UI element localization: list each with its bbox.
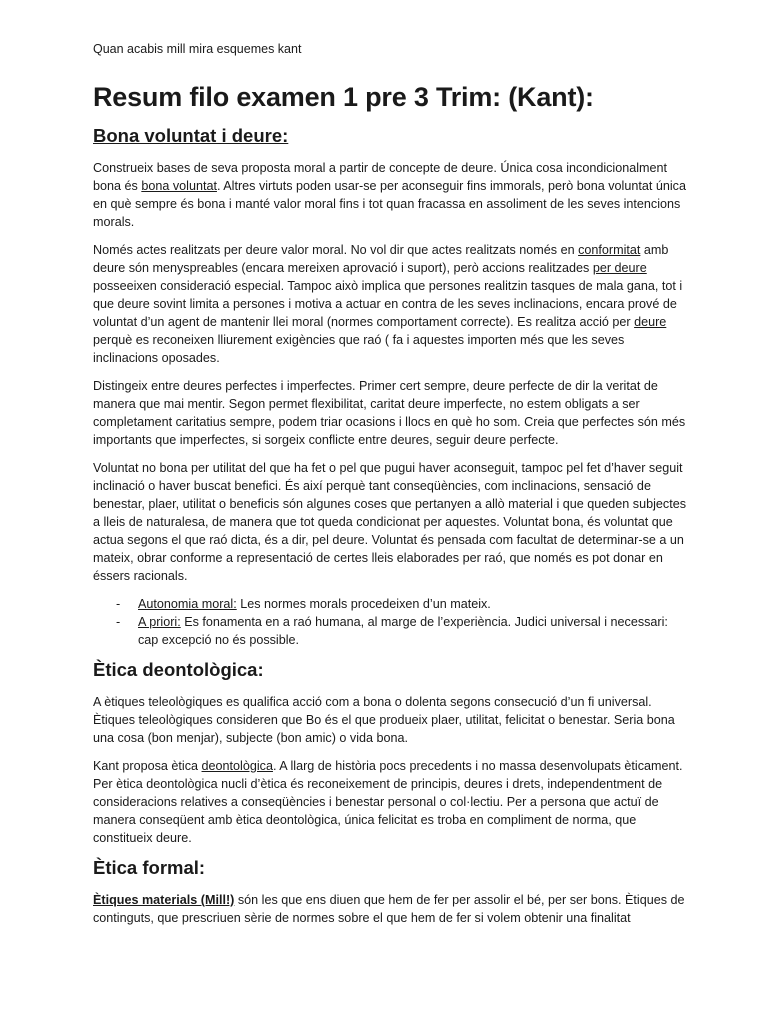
dash-marker: -	[116, 615, 121, 629]
underlined-term: bona voluntat	[141, 179, 217, 193]
underlined-term: per deure	[592, 261, 647, 275]
list-item: - A priori: Es fonamenta en a raó humana, al marge de l’experiència. Judici universal i necessari: cap excepció no és possible.	[116, 615, 668, 647]
list-item: - Autonomia moral: Les normes morals procedeixen d’un mateix.	[116, 597, 491, 611]
paragraph: Ètiques materials (Mill!) són les que ens diuen que hem de fer per assolir el bé, per ser bons. Ètiques de continguts, que prescriuen sèrie de normes sobre el que hem de fer si volem obtenir una finalitat	[93, 893, 685, 925]
paragraph: Construeix bases de seva proposta moral a partir de concepte de deure. Única cosa incondicionalment bona és bona voluntat. Altres virtuts poden usar-se per aconseguir fins immorals, però bona voluntat única en què sempre és bona i manté valor moral fins i tot quan fracassa en assoliment de les seves intencions morals.	[93, 161, 686, 229]
paragraph: Distingeix entre deures perfectes i imperfectes. Primer cert sempre, deure perfecte de dir la veritat de manera que mai mentir. Segon permet flexibilitat, caritat deure imperfecte, no estem obligats a ser completament caritatius sempre, podem triar ocasions i llocs en què ho som. Creia que perfectes són més importants que imperfectes, si sorgeix conflicte entre deures, seguir deure perfecte.	[93, 379, 686, 447]
underlined-term: deure	[634, 315, 667, 329]
paragraph: Voluntat no bona per utilitat del que ha fet o pel que pugui haver aconseguit, tampoc pel fet d’haver seguit inclinació o haver buscat benefici. És així perquè tant conseqüències, com inclinacions, sensació de benestar, plaer, utilitat o beneficis són algunes coses que pertanyen a allò material i que queden subjectes a lleis de naturalesa, de manera que tot queda condicionat per aquestes. Voluntat bona, és voluntat que actua segons el que raó dicta, és a dir, pel deure. Voluntat és pensada com facultat de determinar-se a un mateix, obrar conforme a representació de certes lleis elaborades per raó, que només es pot donar en éssers racionals.	[93, 461, 686, 583]
section-heading-etica-deontologica: Ètica deontològica:	[93, 659, 264, 680]
paragraph: Només actes realitzats per deure valor moral. No vol dir que actes realitzats només en conformitat amb deure són menyspreables (encara mereixen aprovació i suport), però accions realitzades per deure posseeixen consideració especial. Tampoc això implica que persones realitzin tasques de mala gana, tot i que deure sovint limita a persones i motiva a actuar en contra de les seves inclinacions, encara prové de voluntat d’un agent de mantenir llei moral (normes comportament correcte). Es realitza acció per deure perquè es reconeixen lliurement exigències que raó ( fa i aquestes importen més que les seves inclinacions oposades.	[93, 243, 683, 365]
underlined-term: Ètiques materials (Mill!)	[93, 893, 235, 907]
list-term: Autonomia moral:	[138, 597, 237, 611]
bullet-list	[93, 595, 690, 649]
list-term: A priori:	[138, 615, 181, 629]
section-heading-bona-voluntat: Bona voluntat i deure:	[93, 125, 289, 146]
underlined-term: deontològica	[201, 759, 273, 773]
paragraph: Kant proposa ètica deontològica. A llarg de història pocs precedents i no massa desenvolupats èticament. Per ètica deontològica nucli d’ètica és reconeixement de principis, deures i drets, independentment de consideracions relatives a conseqüències i benestar personal o col·lectiu. Per a persona que actuï de manera conseqüent amb ètica deontològica, única felicitat es troba en compliment de norma, que constitueix deure.	[93, 759, 683, 845]
paragraph: A ètiques teleològiques es qualifica acció com a bona o dolenta segons consecució d’un fi universal. Ètiques teleològiques consideren que Bo és el que produeix plaer, utilitat, felicitat o benestar. Seria bona una cosa (bon menjar), subjecte (bon amic) o vida bona.	[93, 695, 675, 745]
underlined-term: conformitat	[578, 243, 641, 257]
header-note: Quan acabis mill mira esquemes kant	[93, 42, 302, 56]
section-heading-etica-formal: Ètica formal:	[93, 857, 206, 878]
dash-marker: -	[116, 597, 121, 611]
page-title: Resum filo examen 1 pre 3 Trim: (Kant):	[93, 82, 594, 112]
